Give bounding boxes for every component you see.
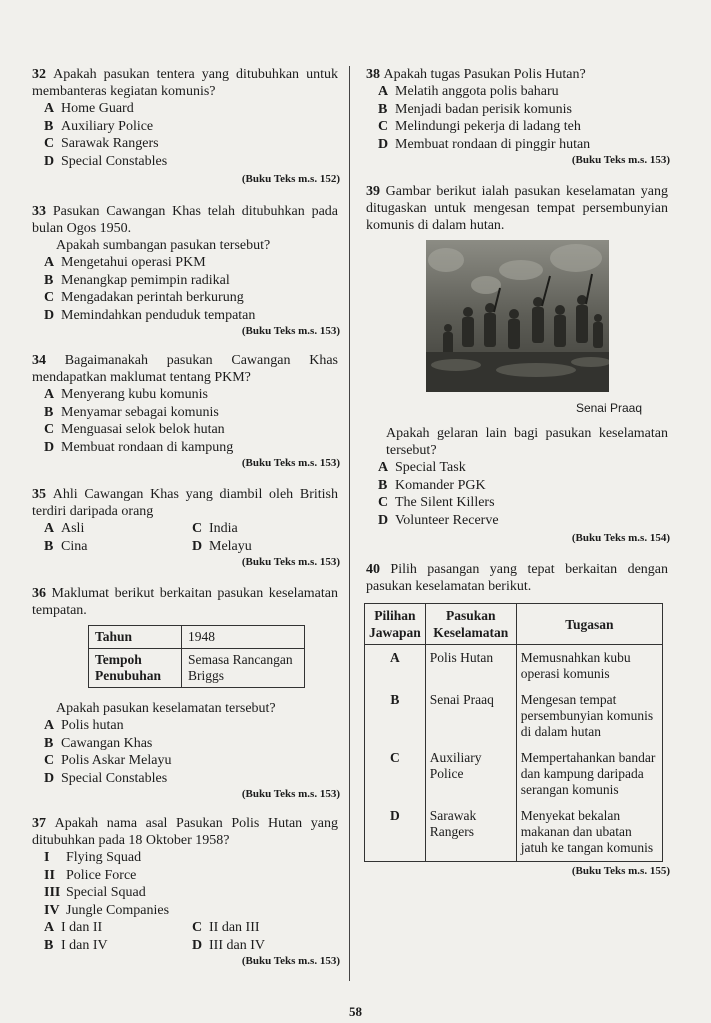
option-c[interactable]: C Polis Askar Melayu (44, 753, 172, 768)
textbook-reference: (Buku Teks m.s. 153) (571, 154, 670, 166)
option-label: D (365, 803, 426, 862)
option-b[interactable]: B Cina (44, 538, 88, 554)
table-label: Tahun (89, 626, 182, 649)
table-row[interactable] (365, 745, 663, 803)
question-stem: Gambar berikut ialah pasukan keselamatan yang ditugaskan untuk mengesan tempat persembunyian komunis di dalam hutan. (366, 184, 669, 233)
question-prompt: Apakah sumbangan pasukan tersebut? (56, 238, 271, 253)
option-a[interactable]: A Asli (44, 521, 85, 536)
question-number: 35 (32, 487, 46, 502)
question-stem: Pasukan Cawangan Khas telah ditubuhkan pada bulan Ogos 1950. (32, 204, 339, 236)
option-b[interactable]: B Auxiliary Police (44, 118, 154, 134)
soldiers-photo (426, 240, 609, 392)
question-number: 39 (366, 184, 380, 199)
table-header-row (365, 604, 663, 645)
table-row[interactable] (365, 687, 663, 745)
question-number: 40 (366, 562, 380, 577)
textbook-reference: (Buku Teks m.s. 153) (241, 955, 340, 967)
question-36 (32, 585, 338, 801)
option-label: C (365, 745, 426, 803)
option-d[interactable]: D Membuat rondaan di kampung (44, 439, 234, 455)
question-prompt: Apakah pasukan keselamatan tersebut? (56, 701, 276, 716)
column-header-option: Pilihan Jawapan (365, 604, 426, 645)
option-d[interactable]: D Memindahkan penduduk tempatan (44, 307, 256, 323)
question-number: 32 (32, 67, 46, 82)
question-number: 36 (32, 586, 46, 601)
question-number: 37 (32, 816, 46, 831)
column-header-task: Tugasan (516, 604, 662, 645)
question-stem: Bagaimanakah pasukan Cawangan Khas mendapatkan maklumat tentang PKM? (32, 353, 338, 385)
table-value: 1948 (182, 626, 305, 649)
question-number: 33 (32, 204, 46, 219)
table-row (89, 649, 305, 688)
table-row[interactable] (365, 803, 663, 862)
textbook-reference: (Buku Teks m.s. 154) (571, 532, 670, 544)
left-column (32, 66, 338, 968)
question-37 (32, 815, 338, 968)
option-d[interactable]: D III dan IV (192, 937, 265, 953)
option-a[interactable]: A Mengetahui operasi PKM (44, 255, 206, 270)
task-description: Mengesan tempat persembunyian komunis di dalam hutan (516, 687, 662, 745)
textbook-reference: (Buku Teks m.s. 153) (241, 457, 340, 469)
question-prompt: Apakah gelaran lain bagi pasukan keselamatan tersebut? (386, 426, 668, 458)
option-d[interactable]: D Special Constables (44, 770, 168, 786)
question-33 (32, 203, 338, 338)
question-34 (32, 352, 338, 470)
unit-name: Sarawak Rangers (425, 803, 516, 862)
option-a[interactable]: A Melatih anggota polis baharu (378, 84, 559, 99)
column-divider (349, 66, 350, 981)
unit-name: Auxiliary Police (425, 745, 516, 803)
question-40 (366, 561, 668, 878)
option-b[interactable]: B Komander PGK (378, 477, 486, 493)
option-c[interactable]: C Melindungi pekerja di ladang teh (378, 119, 581, 134)
statement-ii: II Police Force (44, 867, 137, 883)
question-stem: Pilih pasangan yang tepat berkaitan dengan pasukan keselamatan berikut. (366, 562, 668, 594)
option-d[interactable]: D Melayu (192, 538, 252, 554)
option-a[interactable]: A Polis hutan (44, 718, 124, 733)
table-row (89, 626, 305, 649)
textbook-reference: (Buku Teks m.s. 152) (241, 173, 340, 185)
task-description: Mempertahankan bandar dan kampung daripada serangan komunis (516, 745, 662, 803)
option-label: B (365, 687, 426, 745)
question-stem: Apakah pasukan tentera yang ditubuhkan untuk membanteras kegiatan komunis? (32, 67, 339, 99)
options-grid (44, 520, 338, 555)
question-number: 34 (32, 353, 46, 368)
option-label: A (365, 645, 426, 688)
question-35 (32, 486, 338, 569)
question-32 (32, 66, 338, 186)
option-b[interactable]: B Menangkap pemimpin radikal (44, 272, 230, 288)
question-stem: Apakah tugas Pasukan Polis Hutan? (383, 67, 586, 82)
option-d[interactable]: D Special Constables (44, 153, 168, 169)
option-a[interactable]: A Home Guard (44, 101, 134, 116)
table-value: Semasa Rancangan Briggs (182, 649, 305, 688)
info-table (88, 625, 305, 688)
option-c[interactable]: C The Silent Killers (378, 495, 495, 510)
option-b[interactable]: B Menyamar sebagai komunis (44, 404, 219, 420)
task-description: Menyekat bekalan makanan dan ubatan jatuh ke tangan komunis (516, 803, 662, 862)
option-b[interactable]: B Cawangan Khas (44, 735, 153, 751)
photo-caption: Senai Praaq (575, 401, 642, 415)
page-number: 58 (349, 1004, 362, 1019)
question-38 (366, 66, 668, 167)
option-c[interactable]: C Menguasai selok belok hutan (44, 422, 225, 437)
option-c[interactable]: C II dan III (192, 920, 260, 935)
option-c[interactable]: C Mengadakan perintah berkurung (44, 290, 244, 305)
unit-name: Senai Praaq (425, 687, 516, 745)
textbook-reference: (Buku Teks m.s. 155) (571, 865, 670, 877)
option-c[interactable]: C India (192, 521, 238, 536)
question-stem: Maklumat berikut berkaitan pasukan keselamatan tempatan. (32, 586, 338, 618)
task-description: Memusnahkan kubu operasi komunis (516, 645, 662, 688)
option-d[interactable]: D Membuat rondaan di pinggir hutan (378, 136, 591, 152)
option-d[interactable]: D Volunteer Recerve (378, 512, 499, 528)
statement-iv: IV Jungle Companies (44, 902, 170, 918)
statement-i: I Flying Squad (44, 850, 142, 865)
right-column (366, 66, 668, 878)
option-a[interactable]: A Special Task (378, 460, 466, 475)
option-c[interactable]: C Sarawak Rangers (44, 136, 159, 151)
option-b[interactable]: B I dan IV (44, 937, 108, 953)
table-label: Tempoh Penubuhan (89, 649, 182, 688)
unit-name: Polis Hutan (425, 645, 516, 688)
option-a[interactable]: A I dan II (44, 920, 103, 935)
textbook-reference: (Buku Teks m.s. 153) (241, 788, 340, 800)
column-header-unit: Pasukan Keselamatan (425, 604, 516, 645)
options-grid (44, 919, 338, 954)
textbook-reference: (Buku Teks m.s. 153) (241, 325, 340, 337)
textbook-reference: (Buku Teks m.s. 153) (241, 556, 340, 568)
table-row[interactable] (365, 645, 663, 688)
option-b[interactable]: B Menjadi badan perisik komunis (378, 101, 572, 117)
question-39 (366, 183, 668, 545)
statement-iii: III Special Squad (44, 885, 146, 900)
question-stem: Ahli Cawangan Khas yang diambil oleh British terdiri daripada orang (32, 487, 338, 519)
option-a[interactable]: A Menyerang kubu komunis (44, 387, 208, 402)
question-number: 38 (366, 67, 380, 82)
question-stem: Apakah nama asal Pasukan Polis Hutan yang ditubuhkan pada 18 Oktober 1958? (32, 816, 338, 848)
pairing-table (364, 603, 663, 862)
